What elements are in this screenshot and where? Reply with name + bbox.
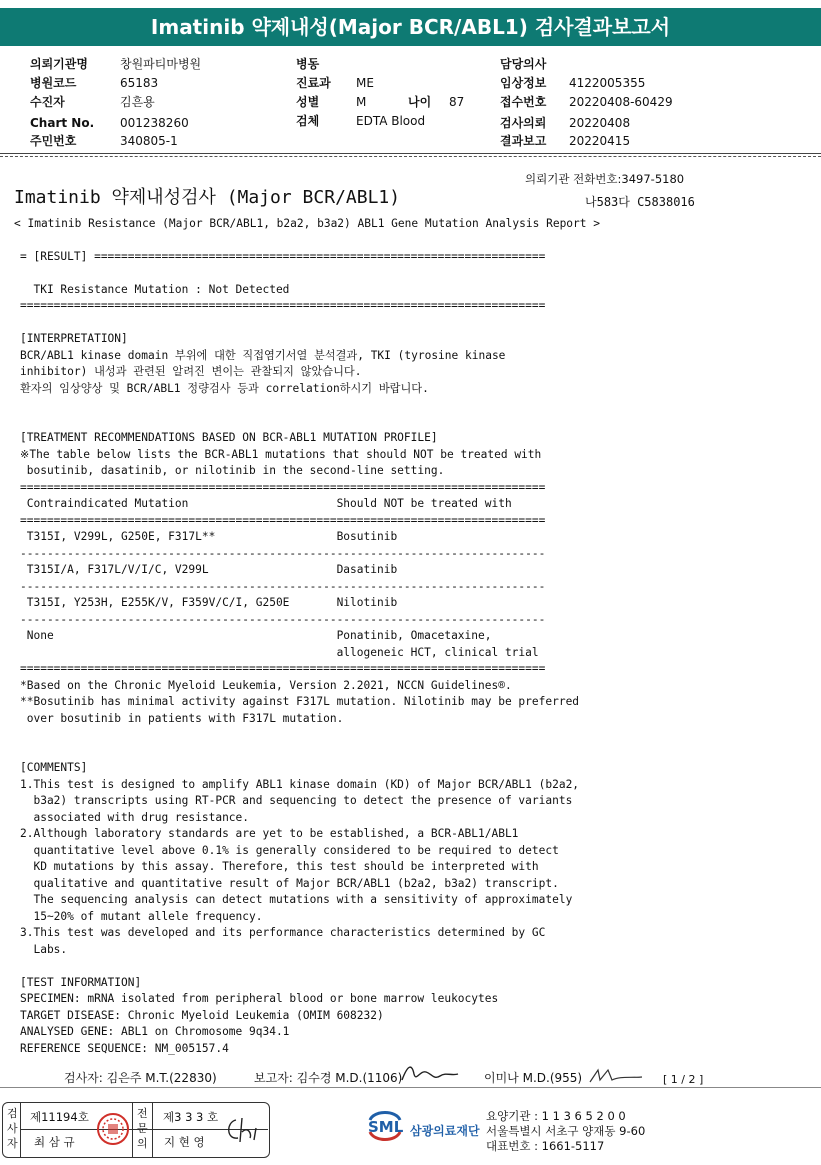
label-hospital-code: 병원코드 (30, 76, 77, 90)
report-line: TKI Resistance Mutation : Not Detected (20, 282, 290, 296)
report-line: [TREATMENT RECOMMENDATIONS BASED ON BCR-ABL1 MUTATION PROFILE] (20, 431, 438, 444)
label-request-date: 검사의뢰 (500, 116, 547, 130)
report-line: [COMMENTS] (20, 761, 88, 774)
label-chart-no: Chart No. (30, 116, 95, 130)
report-line: ------------------------------------------------------------------------------ (20, 546, 546, 560)
report-line (20, 958, 579, 975)
report-title-banner: Imatinib 약제내성(Major BCR/ABL1) 검사결과보고서 (0, 8, 821, 46)
specialist-handwritten-signature (222, 1112, 266, 1148)
reporter-signature: 보고자: 김수경 M.D.(1106) (254, 1071, 403, 1085)
report-line: [INTERPRETATION] (20, 332, 128, 345)
report-line: None Ponatinib, Omacetaxine, (20, 629, 492, 642)
report-line: Contraindicated Mutation Should NOT be treated with (20, 497, 512, 510)
page-indicator: [ 1 / 2 ] (663, 1073, 704, 1086)
label-report-date: 결과보고 (500, 134, 547, 148)
stamp-separator (132, 1102, 133, 1158)
report-line: KD mutations by this assay. Therefore, this test should be interpreted with (20, 860, 539, 873)
report-line: TARGET DISEASE: Chronic Myeloid Leukemia (OMIM 608232) (20, 1008, 384, 1022)
label-receipt-no: 접수번호 (500, 95, 547, 109)
label-ward: 병동 (296, 57, 320, 71)
report-line: 2.Although laboratory standards are yet to be established, a BCR-ABL1/ABL1 (20, 827, 519, 840)
report-line: ============================================================================== (20, 513, 546, 527)
report-line: = [RESULT] =================================================================== (20, 249, 546, 263)
report-line: ------------------------------------------------------------------------------ (20, 579, 546, 593)
phone-line: 의뢰기관 전화번호:3497-5180 (525, 172, 685, 186)
value-clinical-info: 4122005355 (569, 76, 646, 90)
report-line: allogeneic HCT, clinical trial (20, 645, 539, 659)
report-line: 환자의 임상양상 및 BCR/ABL1 정량검사 등과 correlation하시기 바랍니다. (20, 381, 429, 395)
report-line: T315I, Y253H, E255K/V, F359V/C/I, G250E Nilotinib (20, 596, 398, 609)
report-line (20, 232, 579, 249)
stamp1-name: 최 삼 규 (34, 1135, 75, 1149)
label-age: 나이 (408, 95, 432, 109)
code-line: 나583다 C5838016 (585, 195, 695, 209)
label-patient-name: 수진자 (30, 95, 65, 109)
report-line: [TEST INFORMATION] (20, 975, 142, 989)
stamp2-number: 제3 3 3 호 (163, 1110, 219, 1124)
value-resident-no: 340805-1 (120, 134, 178, 148)
report-line: ※The table below lists the BCR-ABL1 mutations that should NOT be treated with (20, 447, 542, 461)
footer-divider (0, 1087, 821, 1088)
label-resident-no: 주민번호 (30, 134, 77, 148)
report-line: b3a2) transcripts using RT-PCR and sequencing to detect the presence of variants (20, 794, 573, 807)
report-line: 1.This test is designed to amplify ABL1 kinase domain (KD) of Major BCR/ABL1 (b2a2, (20, 777, 580, 791)
header-divider-dashed (0, 156, 821, 157)
report-line: bosutinib, dasatinib, or nilotinib in the second-line setting. (20, 464, 445, 477)
stamp-separator (152, 1102, 153, 1158)
report-line (20, 397, 579, 414)
value-department: ME (356, 76, 374, 90)
second-signature: 이미나 M.D.(955) (484, 1071, 583, 1085)
report-line: quantitative level above 0.1% is generally considered to be required to detect (20, 843, 559, 857)
label-institution: 의뢰기관명 (30, 57, 88, 71)
official-seal-icon (96, 1112, 130, 1146)
value-chart-no: 001238260 (120, 116, 189, 130)
value-age: 87 (449, 95, 465, 109)
report-line (20, 315, 579, 332)
stamp2-vertical-label: 전문의 (137, 1107, 148, 1150)
value-report-date: 20220415 (569, 134, 631, 148)
label-specimen: 검체 (296, 114, 320, 128)
label-doctor: 담당의사 (500, 57, 547, 71)
report-line: REFERENCE SEQUENCE: NM_005157.4 (20, 1041, 229, 1055)
stamp1-number: 제11194호 (30, 1110, 89, 1124)
report-line: over bosutinib in patients with F317L mutation. (20, 711, 344, 725)
report-line: ------------------------------------------------------------------------------ (20, 612, 546, 626)
stamp-separator (20, 1102, 21, 1158)
value-specimen: EDTA Blood (356, 114, 426, 128)
report-line: BCR/ABL1 kinase domain 부위에 대한 직접염기서열 분석결과, TKI (tyrosine kinase (20, 348, 506, 362)
test-title: Imatinib 약제내성검사 (Major BCR/ABL1) (14, 187, 401, 208)
report-line: *Based on the Chronic Myeloid Leukemia, Version 2.2021, NCCN Guidelines®. (20, 678, 512, 692)
value-request-date: 20220408 (569, 116, 631, 130)
org-name: 삼광의료재단 (410, 1124, 480, 1138)
stamp2-name: 지 현 영 (164, 1135, 205, 1149)
header-divider (0, 153, 821, 154)
label-sex: 성별 (296, 95, 320, 109)
value-sex: M (356, 95, 367, 109)
stamp1-vertical-label: 검사자 (7, 1107, 18, 1150)
report-line: 3.This test was developed and its performance characteristics determined by GC (20, 926, 546, 939)
value-hospital-code: 65183 (120, 76, 159, 90)
logo-text: SML (368, 1118, 404, 1136)
report-line: qualitative and quantitative result of Major BCR/ABL1 (b2a2, b3a2) transcript. (20, 876, 559, 890)
report-body (20, 232, 579, 1057)
reporter-handwritten-signature (398, 1060, 462, 1086)
label-department: 진료과 (296, 76, 331, 90)
second-handwritten-signature (586, 1064, 646, 1086)
report-line (20, 265, 579, 282)
report-subtitle: < Imatinib Resistance (Major BCR/ABL1, b2a2, b3a2) ABL1 Gene Mutation Analysis Report > (14, 217, 600, 230)
report-line: T315I, V299L, G250E, F317L** Bosutinib (20, 530, 398, 543)
report-line: inhibitor) 내성과 관련된 알려진 변이는 관찰되지 않았습니다. (20, 365, 362, 378)
agency-number: 요양기관 : 1 1 3 6 5 2 0 0 (486, 1109, 626, 1123)
report-line: ============================================================================== (20, 662, 546, 675)
report-line: Labs. (20, 942, 68, 956)
report-line: SPECIMEN: mRNA isolated from peripheral blood or bone marrow leukocytes (20, 992, 499, 1005)
value-patient-name: 김흔용 (120, 95, 155, 109)
report-line: associated with drug resistance. (20, 810, 250, 824)
report-line (20, 414, 579, 431)
report-line: The sequencing analysis can detect mutations with a sensitivity of approximately (20, 893, 573, 906)
report-line: ============================================================================== (20, 299, 546, 312)
report-line: 15~20% of mutant allele frequency. (20, 909, 263, 923)
tester-signature: 검사자: 김은주 M.T.(22830) (64, 1071, 217, 1085)
report-line: T315I/A, F317L/V/I/C, V299L Dasatinib (20, 563, 398, 576)
report-line: **Bosutinib has minimal activity against F317L mutation. Nilotinib may be preferred (20, 695, 580, 708)
report-line: ANALYSED GENE: ABL1 on Chromosome 9q34.1 (20, 1025, 290, 1038)
report-line (20, 744, 579, 761)
label-clinical-info: 임상정보 (500, 76, 547, 90)
report-line (20, 727, 579, 744)
value-institution: 창원파티마병원 (120, 57, 202, 71)
address: 서울특별시 서초구 양재동 9-60 (486, 1124, 646, 1138)
report-line: ============================================================================== (20, 480, 546, 494)
value-receipt-no: 20220408-60429 (569, 95, 673, 109)
phone-number: 대표번호 : 1661-5117 (486, 1139, 605, 1153)
